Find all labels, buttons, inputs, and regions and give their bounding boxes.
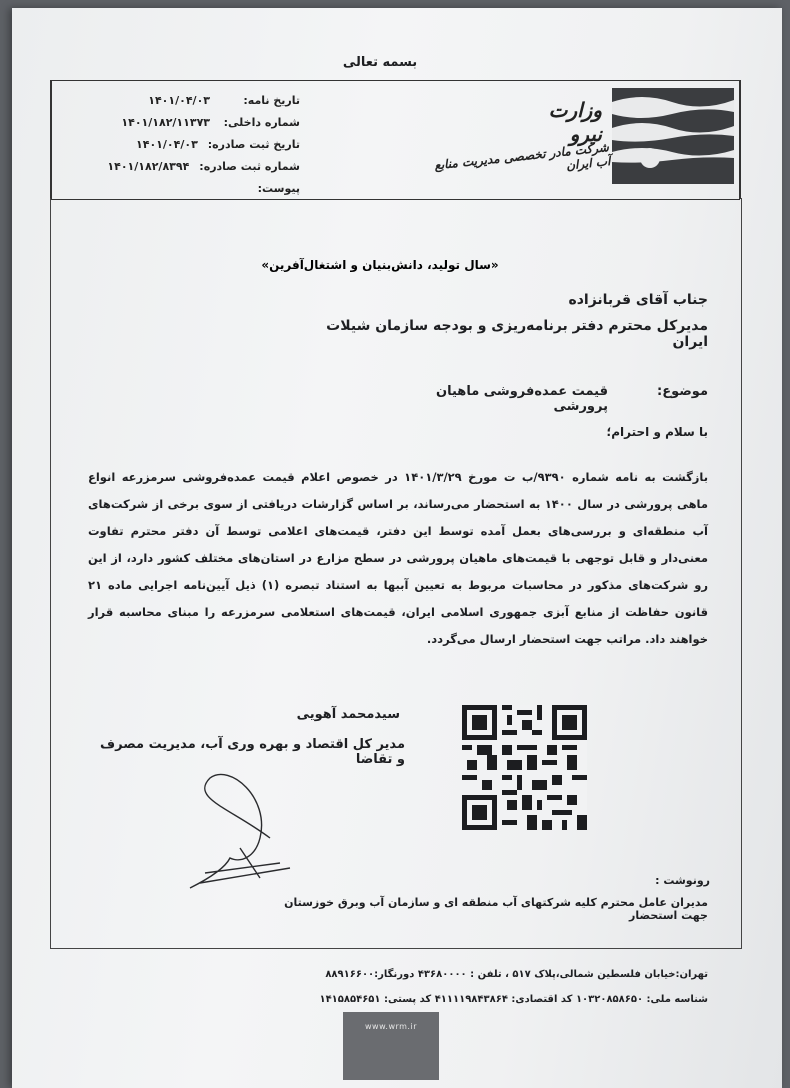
meta-label: شماره ثبت صادره: bbox=[199, 160, 300, 173]
header-box-left-border bbox=[50, 80, 52, 199]
letter-body: بازگشت به نامه شماره ۹۳۹۰/ب ت مورخ ۱۴۰۱/۳/۲۹ در خصوص اعلام قیمت عمده‌فروشی سرمزرعه انواع ماهی پرورشی در سال ۱۴۰۰ به استحضار می‌رساند، بر اساس گزارشات دریافتی از سوی برخی از شرکت‌های آب منطقه‌ای و بررسی‌های بعمل آمده توسط این دفتر، قیمت‌های اعلامی توسط آن دفتر محترم تفاوت معنی‌دار و قابل توجهی با قیمت‌های ماهیان پرورشی در سطح مزارع در استان‌های مختلف کشور دارد، از این رو شرکت‌های مذکور در محاسبات مربوط به تعیین آببها به استناد تبصره (۱) ذیل آیین‌نامه اجرایی ماده ۲۱ قانون حفاظت از منابع آبزی جمهوری اسلامی ایران، قیمت‌های استعلامی سرمزرعه را مبنای محاسبه قرار خواهند داد. مراتب جهت استحضار ارسال می‌گردد. bbox=[88, 470, 709, 646]
greeting: با سلام و احترام؛ bbox=[606, 425, 708, 439]
cc-label: رونوشت : bbox=[655, 874, 710, 887]
meta-attachment bbox=[100, 182, 300, 195]
signer-title: مدیر کل اقتصاد و بهره وری آب، مدیریت مصرف و تقاضا bbox=[100, 737, 405, 767]
meta-value: ۱۴۰۱/۰۴/۰۳ bbox=[148, 94, 210, 107]
ministry-logo-icon bbox=[612, 88, 734, 184]
handwritten-signature-icon bbox=[170, 768, 320, 898]
footer-ids: شناسه ملی: ۱۰۳۲۰۸۵۸۶۵۰ کد اقتصادی: ۴۱۱۱۱۹۸۴۳۸۶۴ کد پستی: ۱۴۱۵۸۵۴۶۵۱ bbox=[319, 994, 708, 1005]
bismillah-heading: بسمه تعالی bbox=[342, 55, 418, 70]
cc-recipients: مدیران عامل محترم کلیه شرکتهای آب منطقه ای و سازمان آب وبرق خوزستان جهت استحضار bbox=[284, 896, 708, 922]
meta-issue-date bbox=[100, 138, 300, 151]
meta-label: تاریخ نامه: bbox=[243, 94, 300, 107]
meta-value: ۱۴۰۱/۱۸۲/۱۱۳۷۳ bbox=[121, 116, 210, 129]
subject-label: موضوع: bbox=[657, 384, 708, 399]
meta-letter-date bbox=[100, 94, 300, 107]
meta-value: ۱۴۰۱/۰۴/۰۳ bbox=[136, 138, 198, 151]
website-link[interactable]: www.wrm.ir bbox=[365, 1022, 417, 1031]
qr-code-icon bbox=[462, 705, 587, 830]
footer-address: تهران:خیابان فلسطین شمالی،پلاک ۵۱۷ ، تلفن : ۴۳۶۸۰۰۰۰ دورنگار:۸۸۹۱۶۶۰۰ bbox=[325, 969, 708, 980]
meta-label: تاریخ ثبت صادره: bbox=[207, 138, 300, 151]
signer-name: سیدمحمد آهویی bbox=[296, 707, 400, 722]
ministry-name: وزارت نیرو bbox=[548, 98, 602, 146]
recipient-name: جناب آقای قربانزاده bbox=[568, 292, 708, 308]
meta-label: پیوست: bbox=[257, 182, 300, 195]
subject-text: قیمت عمده‌فروشی ماهیان پرورشی bbox=[436, 384, 608, 414]
meta-label: شماره داخلی: bbox=[223, 116, 300, 129]
year-slogan: «سال تولید، دانش‌بنیان و اشتغال‌آفرین» bbox=[261, 258, 499, 272]
header-box-right-border bbox=[739, 80, 741, 199]
meta-issue-number bbox=[100, 160, 300, 173]
meta-value: ۱۴۰۱/۱۸۲/۸۳۹۴ bbox=[107, 160, 190, 173]
meta-internal-number bbox=[100, 116, 300, 129]
company-name: شرکت مادر تخصصی مدیریت منابع آب ایران bbox=[433, 140, 611, 173]
recipient-title: مدیرکل محترم دفتر برنامه‌ریزی و بودجه سازمان شیلات ایران bbox=[326, 318, 708, 350]
